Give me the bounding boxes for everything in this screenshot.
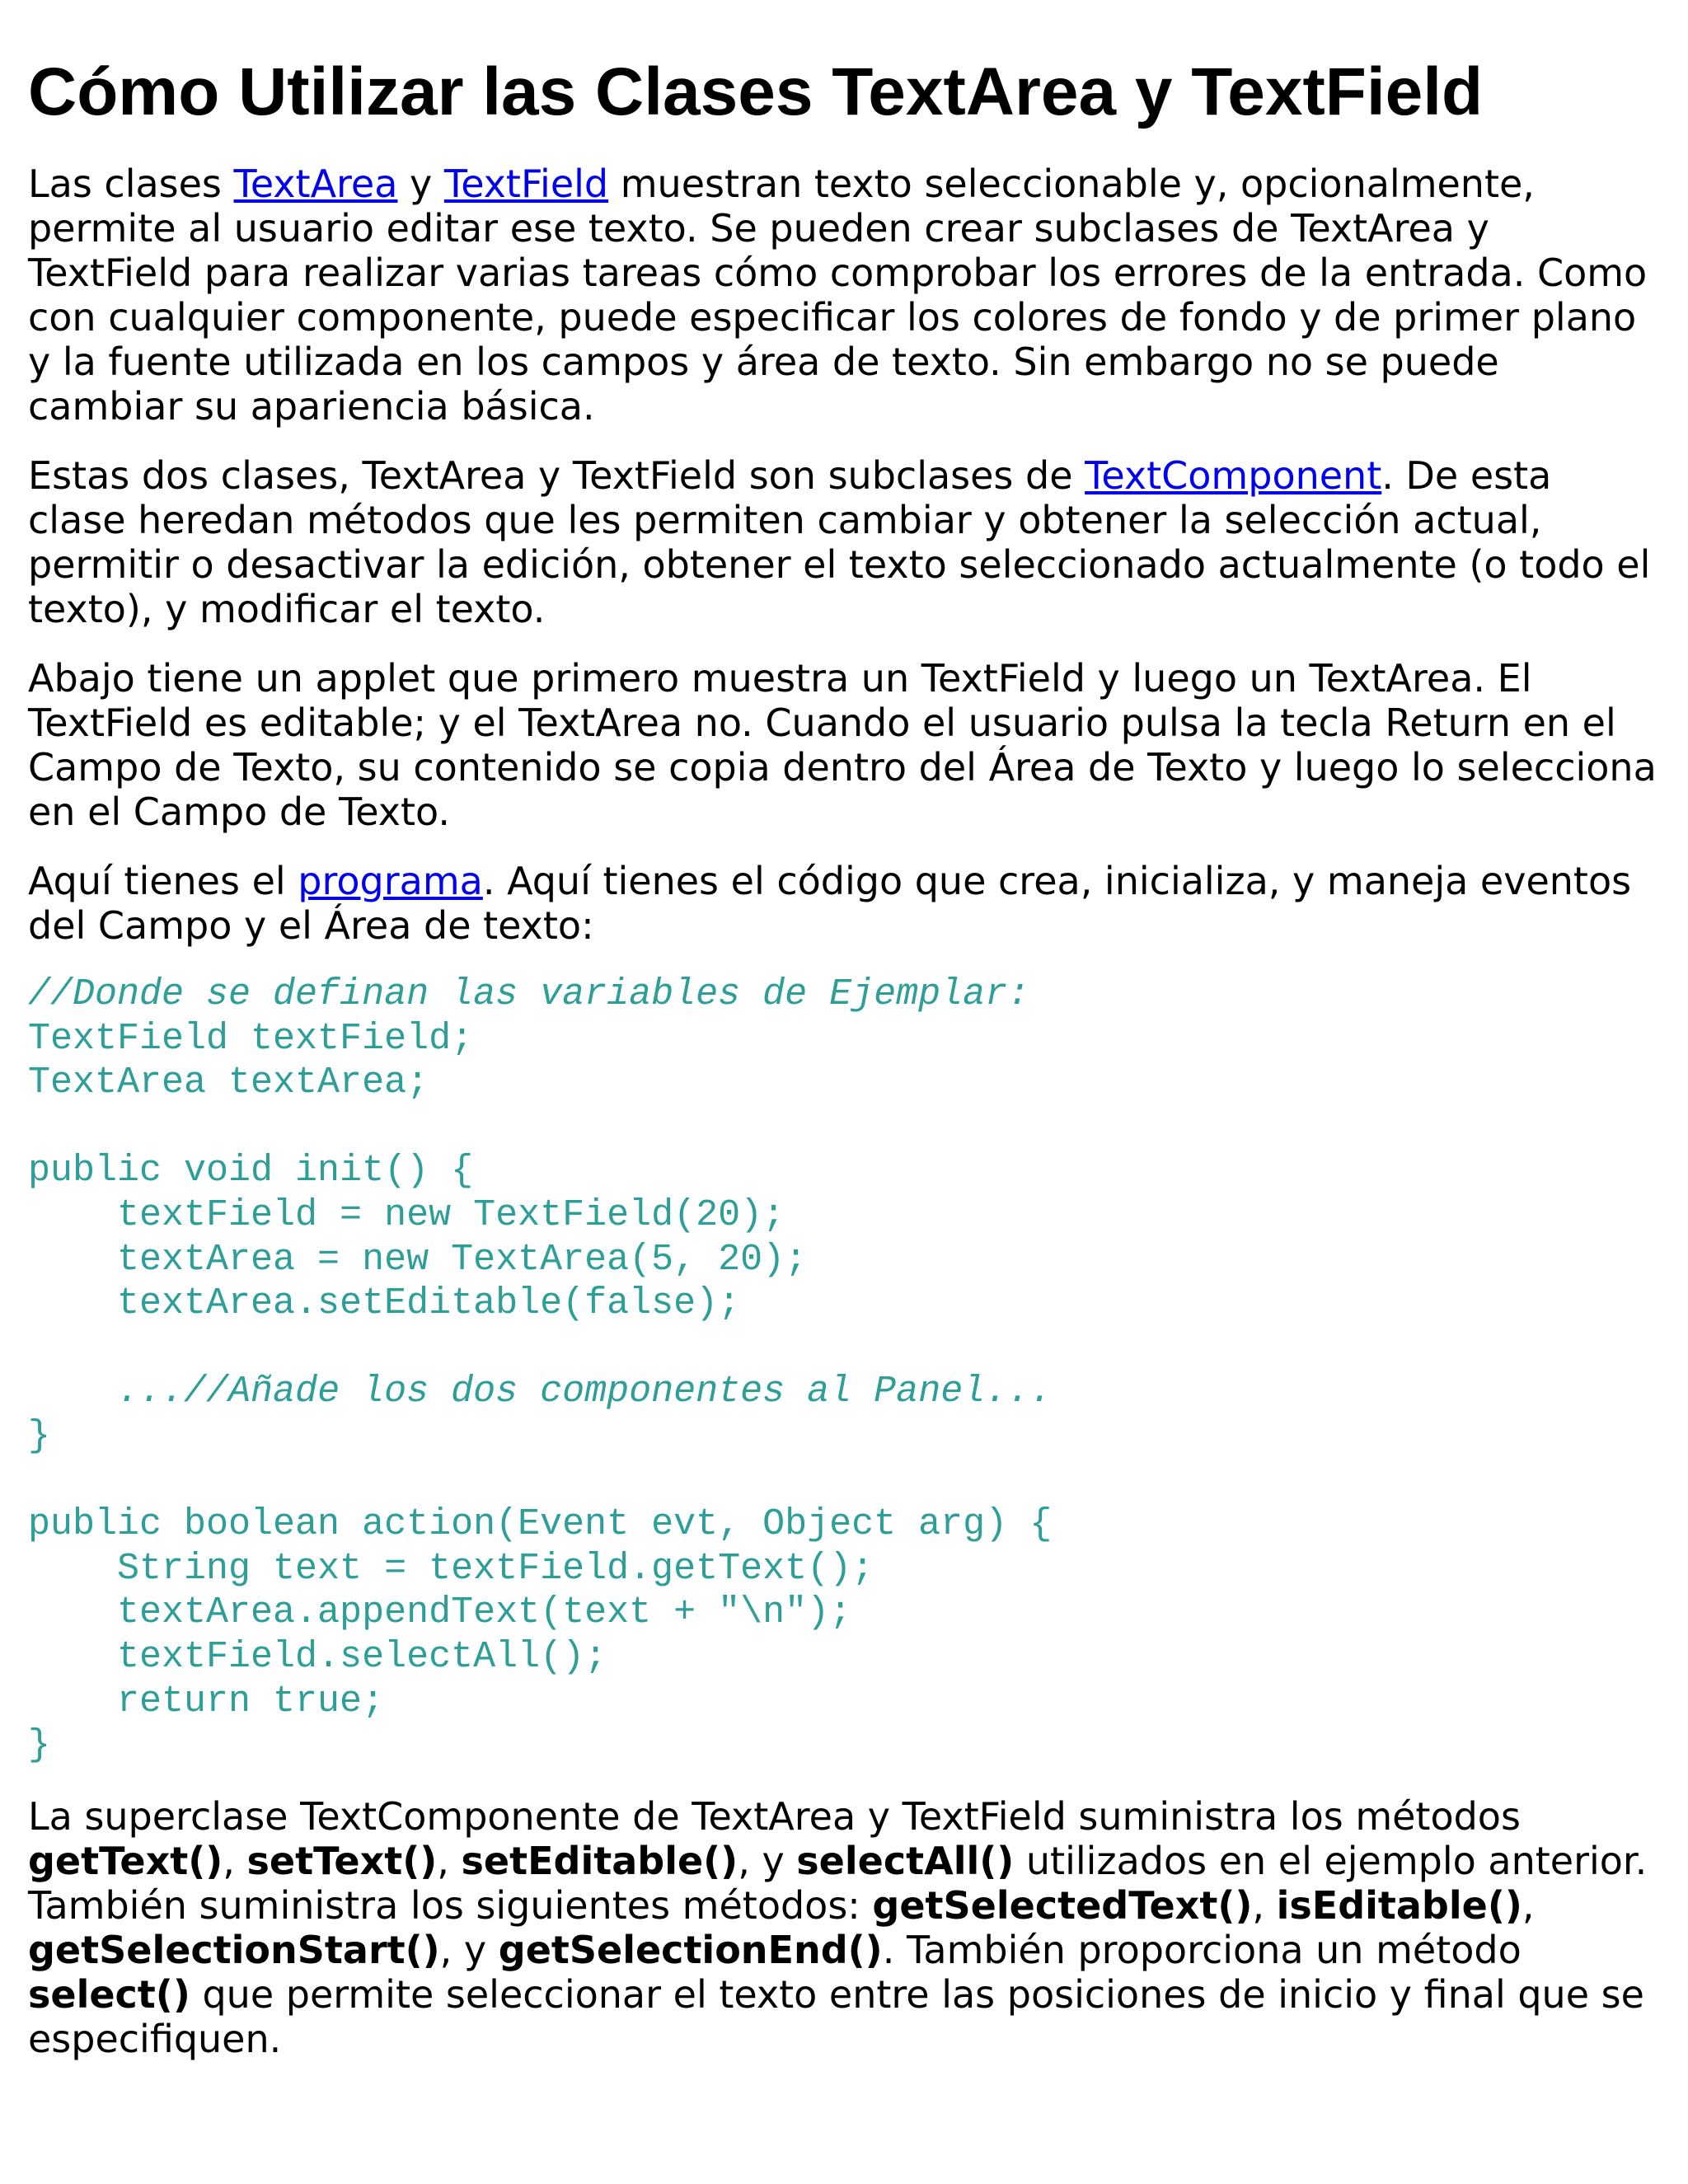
code-line: TextArea textArea;	[28, 1062, 429, 1104]
code-line: textArea.appendText(text + "\n");	[28, 1591, 852, 1634]
code-line: String text = textField.getText();	[28, 1547, 874, 1590]
methods-text-2: utilizados en el ejemplo anterior. También suministra los siguientes métodos:	[28, 1838, 1648, 1928]
intro-text-3: muestran texto seleccionable y, opcionalmente, permite al usuario editar ese texto. Se pueden crear subclases de TextArea y TextField para realizar varias tareas cómo comprobar los errores de la entrada. Como con cualquier componente, puede especificar los colores de fondo y de primer plano y la fuente utilizada en los campos y área de texto. Sin embargo no se puede cambiar su apariencia básica.	[28, 162, 1648, 429]
code-line: textArea.setEditable(false);	[28, 1282, 741, 1325]
method-name: getSelectedText()	[872, 1882, 1253, 1928]
textcomponent-paragraph	[28, 453, 1660, 631]
code-comment: ...//Añade los dos componentes al Panel...	[117, 1371, 1053, 1413]
methods-sep: , y	[738, 1838, 797, 1883]
method-name: selectAll()	[796, 1838, 1015, 1883]
code-line: }	[28, 1724, 51, 1767]
method-name: getSelectionStart()	[28, 1927, 440, 1972]
code-line: TextField textField;	[28, 1017, 474, 1060]
code-line: public void init() {	[28, 1150, 474, 1193]
textarea-link[interactable]: TextArea	[233, 162, 398, 206]
code-line: textField = new TextField(20);	[28, 1193, 785, 1236]
code-comment: //Donde se definan las variables de Ejemplar:	[28, 973, 1030, 1015]
methods-text-4: que permite seleccionar el texto entre las posiciones de inicio y final que se especifiquen.	[28, 1971, 1644, 2061]
document-page	[28, 51, 1660, 2086]
methods-text-3: . También proporciona un método	[882, 1927, 1522, 1972]
program-text-1: Aquí tienes el	[28, 859, 298, 903]
textcomponent-link[interactable]: TextComponent	[1085, 453, 1382, 498]
program-text-2: . Aquí tienes el código que crea, inicializa, y maneja eventos del Campo y el Área de texto:	[28, 859, 1632, 948]
textfield-link[interactable]: TextField	[443, 162, 609, 206]
method-name: select()	[28, 1971, 190, 2017]
method-name: isEditable()	[1276, 1882, 1522, 1928]
code-line: return true;	[28, 1680, 385, 1722]
textcomponent-text-2: . De esta clase heredan métodos que les permiten cambiar y obtener la selección actual, permitir o desactivar la edición, obtener el texto seleccionado actualmente (o todo el texto), y modificar el texto.	[28, 453, 1651, 631]
applet-paragraph: Abajo tiene un applet que primero muestra un TextField y luego un TextArea. El TextField es editable; y el TextArea no. Cuando el usuario pulsa la tecla Return en el Campo de Texto, su contenido se copia dentro del Área de Texto y luego lo selecciona en el Campo de Texto.	[28, 656, 1657, 834]
code-line: public boolean action(Event evt, Object arg) {	[28, 1503, 1053, 1546]
code-line: }	[28, 1414, 51, 1457]
methods-paragraph	[28, 1794, 1660, 2061]
code-indent	[28, 1371, 117, 1413]
page-title: Cómo Utilizar las Clases TextArea y TextField	[28, 54, 1484, 129]
method-name: setEditable()	[461, 1838, 738, 1883]
method-name: setText()	[246, 1838, 438, 1883]
program-paragraph	[28, 859, 1660, 948]
methods-sep: , y	[439, 1927, 499, 1972]
code-line: textArea = new TextArea(5, 20);	[28, 1238, 808, 1281]
code-block	[28, 972, 1660, 1768]
methods-sep: ,	[1522, 1882, 1535, 1928]
method-name: getSelectionEnd()	[498, 1927, 883, 1972]
intro-text-1: Las clases	[28, 162, 234, 206]
method-name: getText()	[28, 1838, 223, 1883]
programa-link[interactable]: programa	[298, 859, 483, 903]
methods-text-1: La superclase TextComponente de TextArea y TextField suministra los métodos	[28, 1793, 1521, 1839]
intro-paragraph	[28, 162, 1660, 429]
methods-sep: ,	[437, 1838, 462, 1883]
code-line: textField.selectAll();	[28, 1635, 607, 1678]
textcomponent-text-1: Estas dos clases, TextArea y TextField son subclases de	[28, 453, 1085, 498]
methods-sep: ,	[223, 1838, 247, 1883]
intro-text-2: y	[397, 162, 444, 206]
methods-sep: ,	[1252, 1882, 1277, 1928]
